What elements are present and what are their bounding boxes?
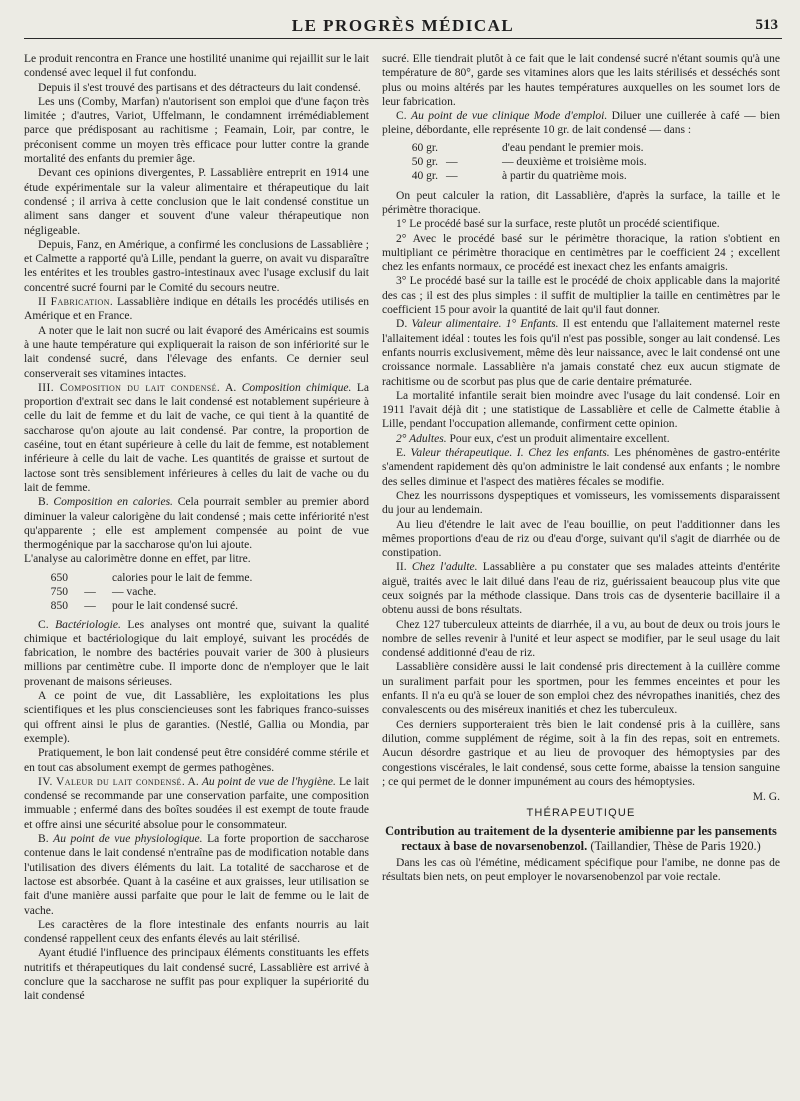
subsection-letter: A. [185,775,202,788]
paragraph: Depuis, Fanz, en Amérique, a confirmé les conclusions de Lassablière ; et Calmette a rapporté qu'à Lille, pendant la guerre, on avait vu disparaître les entérites et les troubles gastro-intestinaux avec l'usage exclusif du lait concentré sucré fourni par le Comité du secours neutre. [24,238,369,294]
table-row [24,571,369,585]
paragraph [382,432,780,446]
list-ditto [446,141,502,155]
list-item [382,141,780,155]
paragraph: Chez 127 tuberculeux atteints de diarrhée, il a vu, au bout de deux ou trois jours le nombre de selles revenir à l'unité et leur aspect se modifier, par le seul usage du lait condensé additionné d'eau de riz. [382,618,780,660]
paragraph-text: Il est entendu que l'allaitement maternel reste l'allaitement idéal : toutes les fois qu'il n'est pas possible, songer au lait condensé. Les enfants nourris exclusivement, même dès leur naissance, avec le lait condensé ont une croissance normale. Lassablière n'a jamais constaté chez eux aucun stigmate de rachitisme ou de scorbut pas plus que de carie dentaire prématurée. [382,318,780,388]
list-label: — deuxième et troisième mois. [502,156,647,169]
list-ditto: — [446,170,458,183]
paragraph: On peut calculer la ration, dit Lassablière, d'après la surface, la taille et le périmètre thoracique. [382,189,780,216]
paragraph [382,317,780,388]
calorie-table [24,571,369,614]
paragraph: Chez les nourrissons dyspeptiques et vomisseurs, les vomissements disparaissent du jour au lendemain. [382,489,780,517]
subsection-letter: II. [396,561,412,574]
paragraph: Les uns (Comby, Marfan) n'autorisent son emploi que d'une façon très limitée ; d'autres, Variot, Uffelmann, le condamnent irrémédiablement parce que prédisposant au rachitisme ; Feamain, Loir, par contre, le préconisent comme un moyen très efficace pour lutter contre la grande mortalité des enfants du premier âge. [24,95,369,166]
subsection-title: Bactériologie. [55,618,121,631]
paragraph: Ayant étudié l'influence des principaux éléments constituants les effets nutritifs et thérapeutiques du lait condensé sucré, Lassablière est arrivé à conclure que la saccharose ne suffit pas pour expliquer la supériorité du lait condensé [24,947,369,1003]
subsection-title: Valeur thérapeutique. I. Chez les enfants. [410,447,610,460]
subsection-letter: C. [396,110,412,123]
table-ditto: — [84,600,96,613]
paragraph: 3° Le procédé basé sur la taille est le procédé de choix applicable dans la majorité des cas ; il est des plus simples : il suffit de multiplier la taille en centimètres par le coefficient 15 pour avoir la quantité de lait qu'il faut donner. [382,275,780,317]
paragraph: sucré. Elle tiendrait plutôt à ce fait que le lait condensé sucré n'étant soumis qu'à une température de 80°, garde ses vitamines alors que les laits stérilisés et desséchés sont plus ou moins altérés par les hautes températures auxquelles on les soumet lors de leur fabrication. [382,53,780,108]
subsection-title: Composition chimique. [241,381,352,394]
list-item [382,155,780,169]
paragraph [24,295,369,324]
page-number: 513 [755,17,778,33]
paragraph [24,618,369,689]
paragraph: Lassablière considère aussi le lait condensé pris directement à la cuillère comme un suraliment parfait pour les sportmen, pour les femmes enceintes et pour les enfants. Il n'a eu qu'à se louer de son emploi chez des névropathes inanitiés, chez des convalescents ou des miséreux inanitiés et chez les tuberculeux. [382,661,780,717]
table-value: 650 [50,571,68,584]
paragraph-text: Les phénomènes de gastro-entérite s'amendent rapidement dès qu'on administre le lait condensé aux enfants ; le nombre des selles diminue et l'aspect des matières fécales se modifie. [382,447,780,488]
table-value: 750 [50,585,68,598]
section-heading: IV. Valeur du lait condensé. [38,775,186,788]
table-ditto [74,571,106,585]
table-label: pour le lait condensé sucré. [112,600,239,613]
subsection-title: Au point de vue clinique Mode d'emploi. [411,110,608,123]
dosage-list [382,141,780,184]
list-label: d'eau pendant le premier mois. [502,141,644,154]
subsection-letter: B. [38,496,54,509]
paragraph: Les caractères de la flore intestinale des enfants nourris au lait condensé rappellent ceux des enfants élevés au lait stérilisé. [24,918,369,946]
table-label: calories pour le lait de femme. [112,571,253,584]
list-quantity: 60 gr. [411,141,438,154]
article-title-text: Contribution au traitement de la dysenterie amibienne par les pansements rectaux à base de novarsenobenzol. [385,823,777,853]
left-column [24,52,369,1004]
list-ditto: — [446,156,458,169]
paragraph: Depuis il s'est trouvé des partisans et des détracteurs du lait condensé. [38,81,361,94]
paragraph [24,381,369,495]
table-row [24,585,369,599]
paragraph-text: Pour eux, c'est un produit alimentaire excellent. [446,432,670,445]
paragraph-text: La forte proportion de saccharose contenue dans le lait condensé n'entraîne pas de modification notable dans l'utilisation des divers éléments du lait. La totalité de saccharose et de lactose est absorbée. Quant à la caséine et aux graisses, leur utilisation se fait d'une manière aussi parfaite que pour le lait de femme ou le lait de vache. [24,833,369,917]
list-quantity: 50 gr. [411,156,438,169]
paragraph: L'analyse au calorimètre donne en effet, par litre. [24,553,251,566]
paragraph: A ce point de vue, dit Lassablière, les exploitations les plus scientifiques et les plus consciencieuses sont les fabriques franco-suisses qui offrent ainsi le plus de garanties. (Nestlé, Gallia ou Mondia, par exemple). [24,690,369,745]
paragraph: Dans les cas où l'émétine, médicament spécifique pour l'amibe, ne donne pas de résultats bien nets, on peut employer le novarsenobenzol par voie rectale. [382,856,780,884]
table-ditto: — [84,585,96,598]
paragraph: La mortalité infantile serait bien moindre avec l'usage du lait condensé. Loir en 1911 l'avait déjà dit ; une statistique de Lassablière et celle de Calmette établie à Lille, pendant l'occupation allemande, confirment cette opinion. [382,389,780,431]
paragraph-text: Lassablière a pu constater que ses malades atteints d'entérite aiguë, traités avec le lait dilué dans l'eau de riz, guérissaient beaucoup plus vite que ceux soignés par la méthode classique. Dans trois cas de dysenterie bacillaire il a obtenu aussi de bons résultats. [382,561,780,617]
author-signature: M. G. [752,791,780,804]
section-heading: II Fabrication. [38,296,114,309]
paragraph-text: La proportion d'extrait sec dans le lait condensé est notablement supérieure à celle du lait de femme et du lait de vache, ce qui tient à la quantité de saccharose qu'on ajoute au lait condensé. Par contre, la proportion de caséine, tout en étant supérieure à celle du lait de femme, est notablement inférieure à celle du lait de vache. Les quantités de graisse et surtout de lactose sont très sensiblement inférieures à celles du lait de vache ou du lait de femme. [24,381,370,494]
paragraph: Devant ces opinions divergentes, P. Lassablière entreprit en 1914 une étude expérimentale sur la valeur alimentaire et thérapeutique du lait condensé ; il arriva à cette conclusion que le lait condensé constitue un aliment sans danger et souvent d'une valeur thérapeutique non négligeable. [24,167,369,237]
list-item [382,169,780,183]
subsection-letter: C. [38,618,56,631]
paragraph: Pratiquement, le bon lait condensé peut être considéré comme stérile et en tout cas absolument exempt de germes pathogènes. [24,747,369,774]
subsection-title: Au point de vue physiologique. [53,833,203,846]
article-reference: (Taillandier, Thèse de Paris 1920.) [590,838,761,853]
section-title: THÉRAPEUTIQUE [526,807,636,820]
paragraph: 2° Avec le procédé basé sur le périmètre thoracique, la ration s'obtient en multipliant ce périmètre thoracique en centimètres par le coefficient 24 ; excellent chez les enfants normaux, ce procédé est inexact chez les enfants amaigris. [382,232,780,274]
subsection-title: 2° Adultes. [396,432,447,445]
paragraph [382,109,780,138]
right-column [382,52,780,884]
list-quantity: 40 gr. [411,170,438,183]
paragraph [24,775,369,832]
running-header [24,12,782,39]
paragraph-text: Les analyses ont montré que, suivant la qualité chimique et bactériologique du lait employé, suivant les procédés de fabrication, le nombre des bactéries pouvait varier de 300 à plusieurs millions par centimètre cube. Il importe donc de n'employer que le lait provenant de maisons sérieuses. [24,618,369,688]
subsection-title: Chez l'adulte. [411,561,478,574]
section-heading: III. Composition du lait condensé. [38,381,221,394]
paragraph [24,832,369,918]
subsection-letter: E. [396,447,411,460]
paragraph-text: Cela pourrait sembler au premier abord diminuer la valeur calorigène du lait condensé ; mais cette infériorité n'est qu'apparente ; elle est amplement compensée au point de vue thermogénique par la saccharose qu'on lui ajoute. [24,496,369,552]
article-title [382,824,780,854]
paragraph: Ces derniers supporteraient très bien le lait condensé pris à la cuillère, sans dilution, comme supplément de régime, soit à la fin des repas, soit en entremets. Aucun désordre gastrique et au lieu de provoquer des hémoptysies par des congestions viscérales, le lait condensé, sous cette forme, abaisse la tension sanguine ; ce qui permet de le donner impunément au cours des hémoptysies. [382,718,780,788]
paragraph [24,495,369,552]
paragraph: Le produit rencontra en France une hostilité unanime qui rejaillit sur le lait condensé avec lequel il fut confondu. [24,53,370,80]
paragraph [382,560,780,617]
paragraph [382,446,780,489]
table-row [24,599,369,613]
paragraph-text: Le lait condensé se recommande par une conservation parfaite, une composition immuable ; enfermé dans des boîtes soudées il est exempt de toute fraude et offre ainsi une sécurité absolue pour le consommateur. [24,775,369,831]
journal-title: LE PROGRÈS MÉDICAL [291,16,515,35]
table-value: 850 [50,600,68,613]
subsection-letter: B. [38,833,54,846]
paragraph-text: Diluer une cuillerée à café — bien pleine, débordante, elle représente 10 gr. de lait condensé — dans : [382,110,780,137]
subsection-letter: A. [225,381,242,394]
paragraph-text: Lassablière indique en détails les procédés utilisés en Amérique et en France. [24,296,369,323]
paragraph: A noter que le lait non sucré ou lait évaporé des Américains est soumis à une haute température qui expliquerait la raison de son infériorité sur le lait condensé sucré, dans l'élevage des enfants. Ce dernier seul conserverait ses vitamines intactes. [24,324,369,380]
paragraph: 1° Le procédé basé sur la surface, reste plutôt un procédé scientifique. [396,218,720,231]
subsection-letter: D. [396,318,412,331]
subsection-title: Composition en calories. [53,496,173,509]
table-label: — vache. [112,585,157,598]
list-label: à partir du quatrième mois. [502,170,627,183]
subsection-title: Au point de vue de l'hygiène. [201,775,336,788]
subsection-title: Valeur alimentaire. 1° Enfants. [411,318,559,331]
paragraph: Au lieu d'étendre le lait avec de l'eau bouillie, on peut l'additionner dans les mêmes proportions d'eau de riz ou d'eau d'orge, suivant qu'il s'agit de diarrhée ou de constipation. [382,518,780,560]
